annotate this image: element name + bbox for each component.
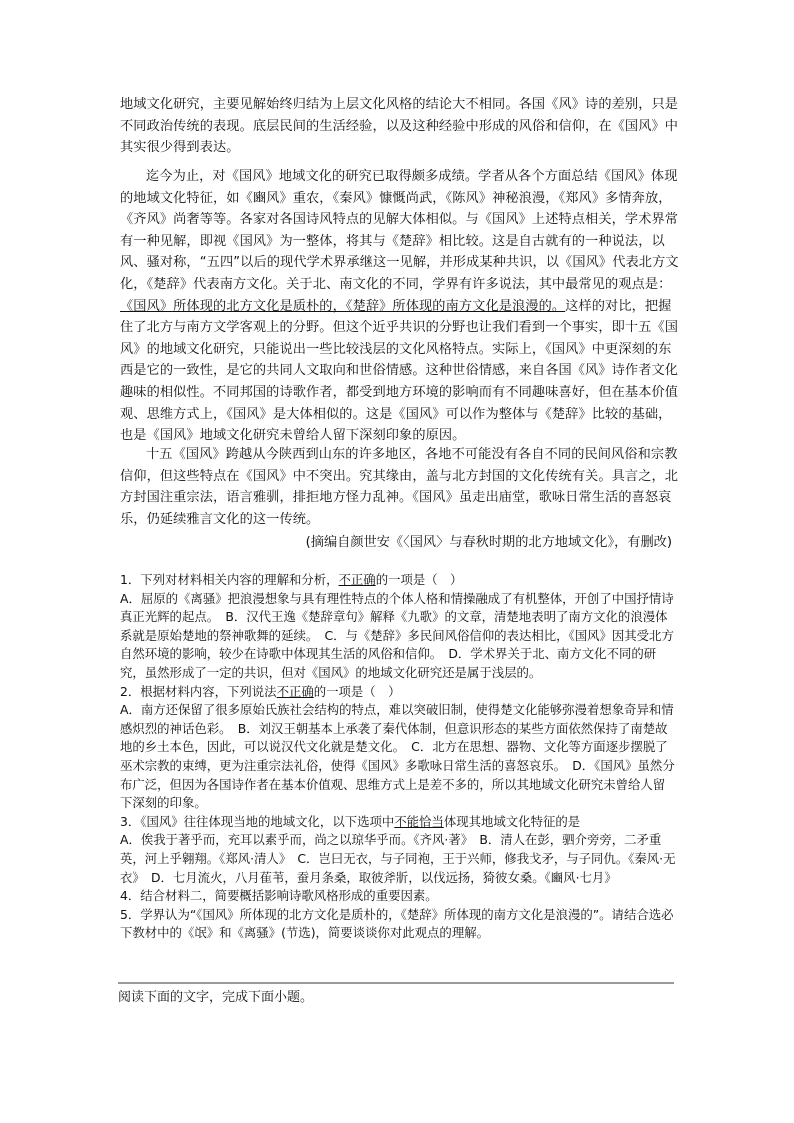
question-4: 4．结合材料二，简要概括影响诗歌风格形成的重要因素。 <box>120 888 438 904</box>
next-section-instruction: 阅读下面的文字，完成下面小题。 <box>118 990 314 1005</box>
underlined-keyword: 不正确 <box>338 572 376 587</box>
question-3-stem <box>120 813 676 832</box>
question-2-stem <box>120 683 676 702</box>
underlined-keyword: 不能恰当 <box>394 813 444 829</box>
question-text: 2．根据材料内容，下列说法 <box>120 683 277 699</box>
underlined-keyword: 不正确 <box>276 683 314 699</box>
passage-paragraph-2 <box>120 166 680 447</box>
question-text: 的一项是（ ） <box>313 683 401 699</box>
paragraph-text-part: 这样的对比，把握住了北方与南方文学客观上的分野。但这个近乎共识的分野也让我们看到一个事实，即十五《国风》的地域文化研究，只能说出一些比较浅层的文化风格特点。实际上，《国风》中更深刻的东西是它的一致性，是它的共同人文取向和世俗情感。这种世俗情感，来自各国《风》诗作者文化趣味的相似性。不同邦国的诗歌作者，都受到地方环境的影响而有不同趣味喜好，但在基本价值观、思维方式上，《国风》是大体相似的。这是《国风》可以作为整体与《楚辞》比较的基础，也是《国风》地域文化研究未曾给人留下深刻印象的原因。 <box>120 298 679 444</box>
paragraph-text: 地域文化研究，主要见解始终归结为上层文化风格的结论大不相同。各国《风》诗的差别，只是不同政治传统的表现。底层民间的生活经验，以及这种经验中形成的风俗和信仰，在《国风》中其实很少得到表达。 <box>120 97 679 156</box>
question-1-options: A．屈原的《离骚》把浪漫想象与具有理性特点的个体人格和情操融成了有机整体，开创了中国抒情诗真正光辉的起点。 B．汉代王逸《楚辞章句》解释《九歌》的文章，清楚地表明了南方文化的浪漫体系就是原始楚地的祭神歌舞的延续。 C．与《楚辞》多民间风俗信仰的表达相比，《国风》因其受北方自然环境的影响，较少在诗歌中体现其生活的风俗和信仰。 D．学术界关于北、南方文化不同的研究，虽然形成了一定的共识，但对《国风》的地域文化研究还是属于浅层的。 <box>120 590 674 680</box>
passage-paragraph-3 <box>120 444 680 530</box>
question-text: 的一项是（ ） <box>375 572 463 587</box>
question-5: 5．学界认为“《国风》所体现的北方文化是质朴的，《楚辞》所体现的南方文化是浪漫的”。请结合选必下教材中的《氓》和《离骚》(节选)，简要谈谈你对此观点的理解。 <box>120 906 674 941</box>
question-text: 3．《国风》往往体现当地的地域文化，以下选项中 <box>120 813 395 829</box>
question-2-options: A．南方还保留了很多原始氏族社会结构的特点，难以突破旧制，使得楚文化能够弥漫着想象奇异和情感炽烈的神话色彩。 B．刘汉王朝基本上承袭了秦代体制，但意识形态的某些方面依然保持了南楚故地的乡土本色，因此，可以说汉代文化就是楚文化。 C．北方在思想、器物、文化等方面逐步摆脱了巫术宗教的束缚，更为注重宗法礼俗，使得《国风》多歌咏日常生活的喜怒哀乐。 D．《国风》虽然分布广泛，但因为各国诗作者在基本价值观、思维方式上是差不多的，所以其地域文化研究未曾给人留下深刻的印象。 <box>120 702 675 811</box>
paragraph-text: 十五《国风》跨越从今陕西到山东的许多地区，各地不可能没有各自不同的民间风俗和宗教信仰，但这些特点在《国风》中不突出。究其缘由，盖与北方封国的文化传统有关。具言之，北方封国注重宗法，语言雅驯，排拒地方怪力乱神。《国风》虽走出庙堂，歌咏日常生活的喜怒哀乐，仍延续雅言文化的这一传统。 <box>120 447 679 527</box>
question-3-options: A．俟我于著乎而，充耳以素乎而，尚之以琼华乎而。《齐风·著》 B．清人在彭，驷介旁旁，二矛重英，河上乎翱翔。《郑风·清人》 C．岂曰无衣，与子同袍，王于兴师，修我戈矛，与子同仇。《秦风·无衣》 D．七月流火，八月萑苇，蚕月条桑，取彼斧斨，以伐远扬，猗彼女桑。《豳风·七月》 <box>120 832 676 885</box>
question-text: 体现其地域文化特征的是 <box>443 813 581 829</box>
question-1-stem <box>120 571 676 590</box>
passage-paragraph-1 <box>120 94 680 159</box>
question-text: 1．下列对材料相关内容的理解和分析， <box>120 572 339 587</box>
underlined-viewpoint: 《国风》所体现的北方文化是质朴的，《楚辞》所体现的南方文化是浪漫的。 <box>120 298 566 314</box>
section-divider <box>118 982 674 984</box>
source-citation: (摘编自颜世安《〈国风〉与春秋时期的北方地域文化》，有删改) <box>305 535 672 550</box>
questions-section <box>120 571 676 943</box>
paragraph-text <box>120 166 680 447</box>
paragraph-text-part: 迄今为止，对《国风》地域文化的研究已取得颇多成绩。学者从各个方面总结《国风》体现的地域文化特征，如《豳风》重农，《秦风》慷慨尚武，《陈风》神秘浪漫，《郑风》多情奔放，《齐风》尚奢等等。各家对各国诗风特点的见解大体相似。与《国风》上述特点相关，学术界常有一种见解，即视《国风》为一整体，将其与《楚辞》相比较。这是自古就有的一种说法，以风、骚对称，“五四”以后的现代学术界承继这一见解，并形成某种共识，以《国风》代表北方文化，《楚辞》代表南方文化。关于北、南文化的不同，学界有许多说法，其中最常见的观点是： <box>120 169 679 292</box>
